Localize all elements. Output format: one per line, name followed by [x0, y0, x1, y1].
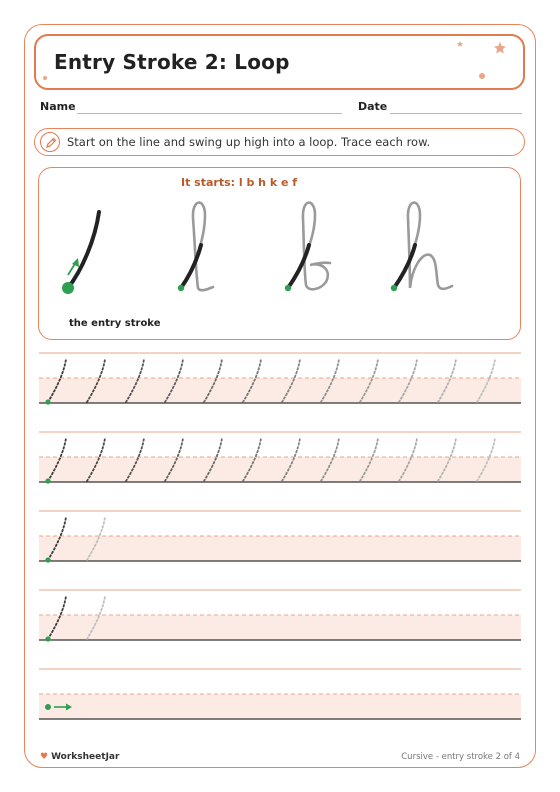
start-dot — [45, 478, 50, 483]
demo-caption: the entry stroke — [69, 318, 161, 329]
footer-brand — [40, 752, 119, 762]
guide-band — [39, 615, 521, 640]
footer-page-info: Cursive - entry stroke 2 of 4 — [401, 752, 520, 762]
footer-brand-text: WorksheetJar — [51, 752, 120, 762]
start-dot — [45, 704, 51, 710]
start-dot — [45, 557, 50, 562]
instruction-text: Start on the line and swing up high into a loop. Trace each row. — [67, 135, 431, 149]
guide-band — [39, 536, 521, 561]
page-title: Entry Stroke 2: Loop — [54, 50, 290, 74]
guide-band — [39, 694, 521, 719]
heart-icon: ♥ — [40, 752, 49, 762]
guide-band — [39, 457, 521, 482]
start-dot — [45, 636, 50, 641]
date-label: Date — [358, 100, 388, 113]
start-dot — [45, 399, 50, 404]
name-label: Name — [40, 100, 76, 113]
demo-heading: It starts: l b h k e f — [181, 176, 298, 189]
guide-band — [39, 378, 521, 403]
